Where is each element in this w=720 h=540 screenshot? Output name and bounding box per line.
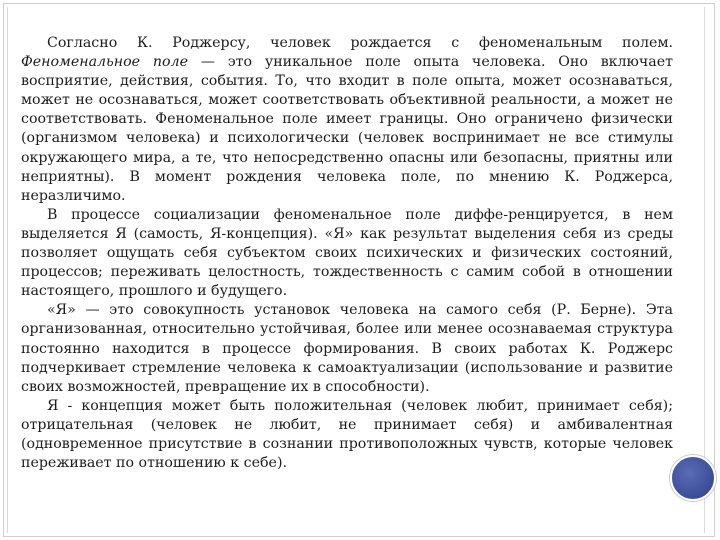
decorative-circle <box>670 455 716 501</box>
paragraph-phenomenal-field <box>21 34 673 206</box>
slide-body-text <box>21 34 673 473</box>
paragraph-self-definition: «Я» — это совокупность установок человека на самого себя (Р. Берне). Эта организованная, относительно устойчивая, более или менее осознаваемая структура постоянно находится в процессе формирования. В своих работах К. Роджерс подчеркивает стремление человека к самоактуализации (использование и развитие своих возможностей, превращение их в способности). <box>21 302 673 395</box>
paragraph-lead: Согласно К. Роджерсу, человек рождается с феноменальным полем. <box>47 35 673 51</box>
paragraph-socialization: В процессе социализации феноменальное поле диффе-ренцируется, в нем выделяется Я (самость, Я-концепция). «Я» как результат выделения себя из среды позволяет ощущать себя субъектом своих психических и физических состояний, процессов; переживать целостность, тождественность с самим собой в отношении настоящего, прошлого и будущего. <box>21 206 673 300</box>
paragraph-self-concept-types: Я - концепция может быть положительная (человек любит, принимает себя); отрицательная (человек не любит, не принимает себя) и амбивалентная (одновременное присутствие в сознании противоположных чувств, которые человек переживает по отношению к себе). <box>21 397 673 472</box>
paragraph-rest: — это уникальное поле опыта человека. Оно включает восприятие, действия, события. То, что входит в поле опыта, может осознаваться, может не осознаваться, может соответствовать объективной реальности, а может не соответствовать. Феноменальное поле имеет границы. Оно ограничено физически (организмом человека) и психологически (человек воспринимает не все стимулы окружающего мира, а те, что непосредственно опасны или безопасны, приятны или неприятны). В момент рождения человека поле, по мнению К. Роджерса, неразличимо. <box>21 54 673 204</box>
term-phenomenal-field: Феноменальное поле <box>21 54 188 71</box>
